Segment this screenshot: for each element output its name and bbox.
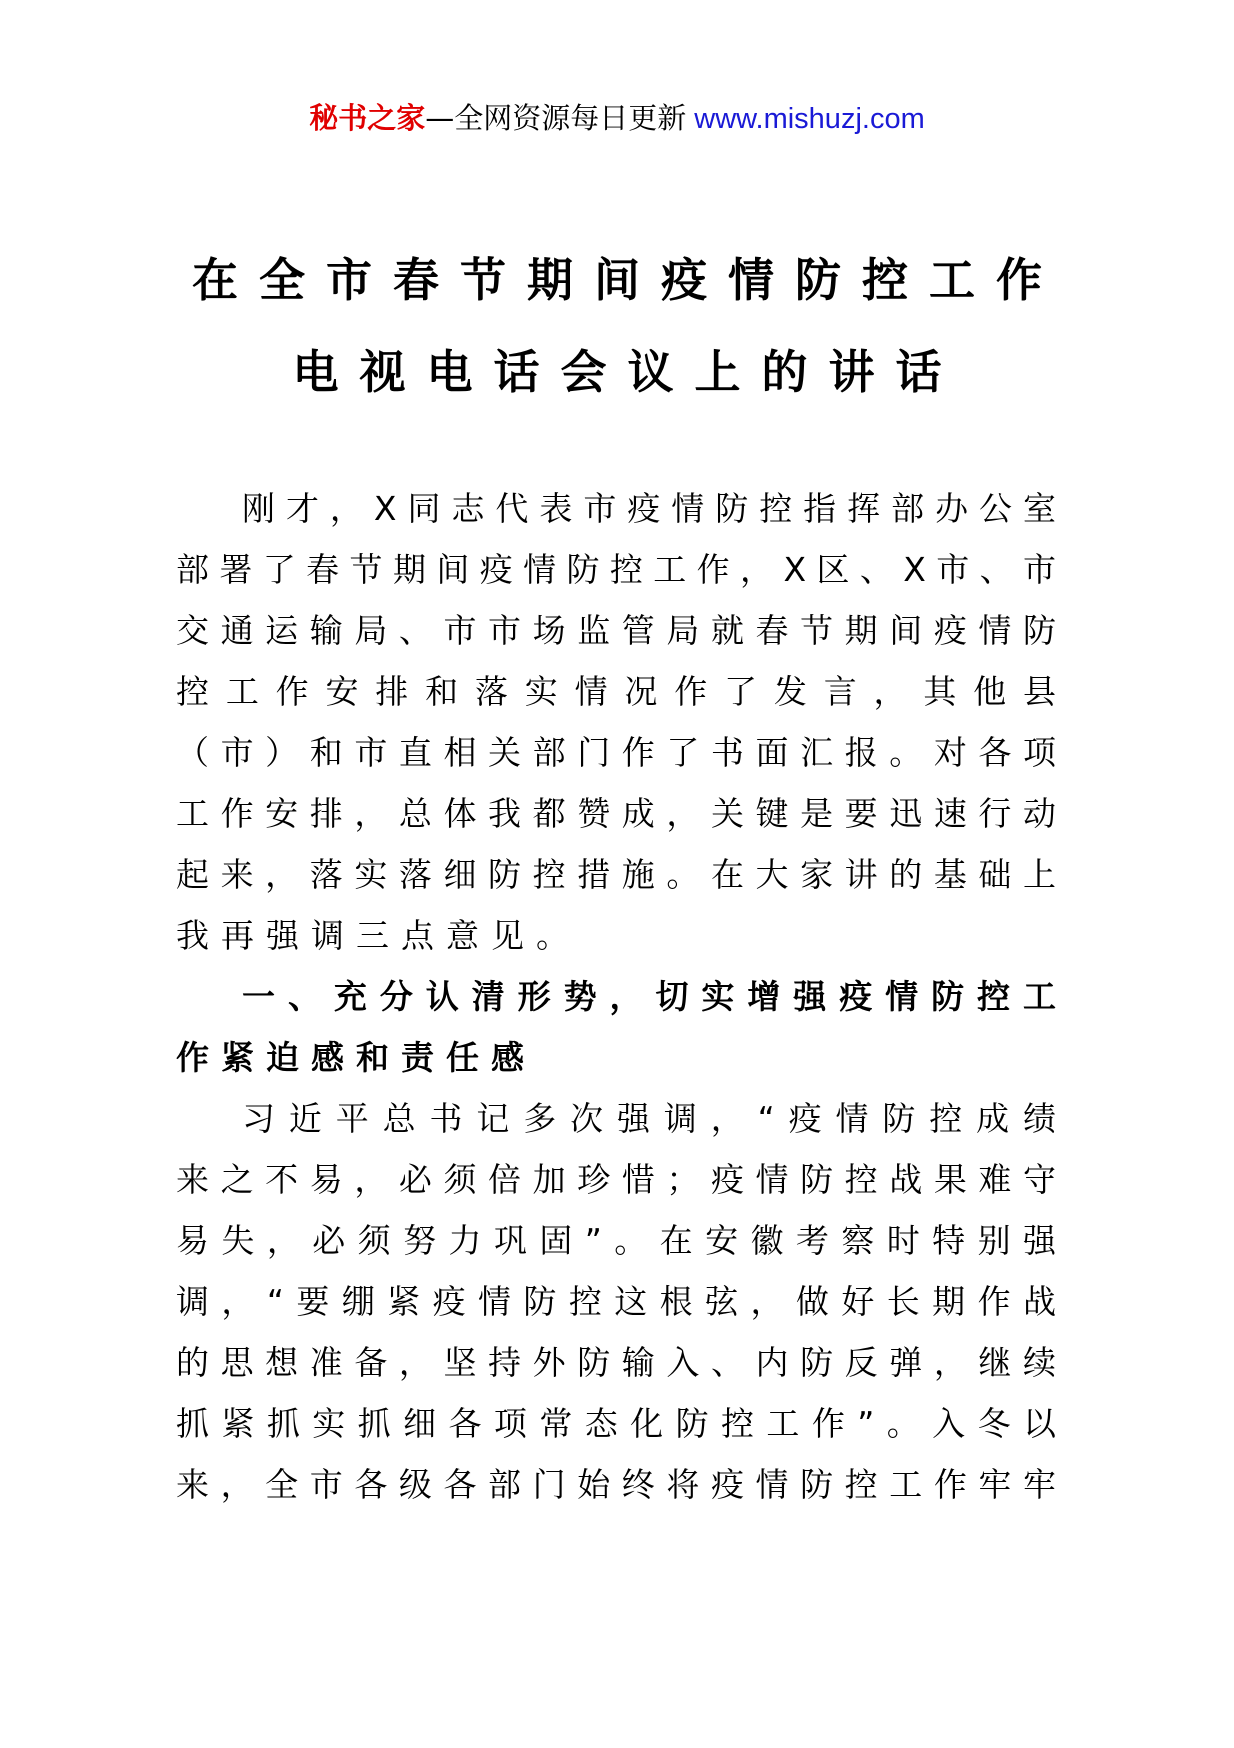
body-line: 我再强调三点意见。	[176, 916, 581, 955]
section-heading-line: 一、充分认清形势，切实增强疫情防控工	[242, 977, 1056, 1016]
body-line: 交通运输局、市市场监管局就春节期间疫情防	[176, 611, 1056, 650]
document-title-line-2: 电视电话会议上的讲话	[292, 345, 963, 399]
body-line: 起来，落实落细防控措施。在大家讲的基础上	[176, 855, 1056, 894]
site-header	[0, 98, 1234, 139]
body-line: 刚才，X同志代表市疫情防控指挥部办公室	[242, 489, 1056, 528]
document-body	[176, 478, 1056, 1515]
body-line: 习近平总书记多次强调，“疫情防控成绩	[242, 1099, 1056, 1138]
body-line: 易失，必须努力巩固”。在安徽考察时特别强	[176, 1221, 1056, 1260]
site-url-link[interactable]: www.mishuzj.com	[694, 103, 925, 135]
site-brand: 秘书之家	[309, 101, 426, 135]
body-line: 的思想准备，坚持外防输入、内防反弹，继续	[176, 1343, 1056, 1382]
site-tagline: —全网资源每日更新	[425, 101, 687, 135]
section-heading-line: 作紧迫感和责任感	[176, 1038, 536, 1077]
body-line: 调，“要绷紧疫情防控这根弦，做好长期作战	[176, 1282, 1056, 1321]
body-line: 部署了春节期间疫情防控工作，X区、X市、市	[176, 550, 1056, 589]
body-line: 控工作安排和落实情况作了发言，其他县	[176, 672, 1056, 711]
body-line: 来之不易，必须倍加珍惜；疫情防控战果难守	[176, 1160, 1056, 1199]
body-line: 来，全市各级各部门始终将疫情防控工作牢牢	[176, 1465, 1056, 1504]
body-line: 工作安排，总体我都赞成，关键是要迅速行动	[176, 794, 1056, 833]
body-line: 抓紧抓实抓细各项常态化防控工作”。入冬以	[176, 1404, 1056, 1443]
body-line: （市）和市直相关部门作了书面汇报。对各项	[176, 733, 1056, 772]
document-title-line-1: 在全市春节期间疫情防控工作	[192, 253, 1063, 307]
